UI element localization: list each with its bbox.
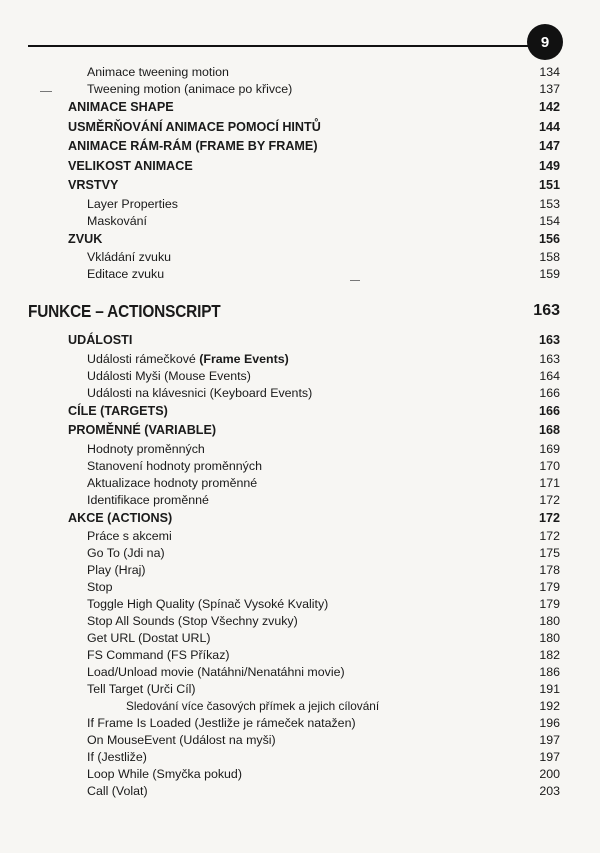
table-of-contents [0,64,600,800]
toc-entry-title-text: PROMĚNNÉ (VARIABLE) [68,423,217,437]
toc-entry-title [87,647,230,664]
toc-entry-title-text: VRSTVY [68,178,119,192]
toc-entry-page: 163 [539,351,560,366]
toc-entry-title [87,732,276,749]
toc-entry [0,351,600,368]
toc-entry [0,562,600,579]
toc-entry [0,266,600,283]
toc-entry [0,681,600,698]
toc-entry-title-text: If (Jestliže) [87,750,147,764]
toc-entry-page: 178 [539,563,560,577]
toc-entry [0,698,600,715]
toc-entry-title [87,562,146,579]
toc-entry-title-text: ANIMACE RÁM-RÁM (FRAME BY FRAME) [68,139,318,153]
toc-entry [0,766,600,783]
toc-entry-title [68,421,216,441]
toc-entry-title-text: Layer Properties [87,196,178,211]
toc-entry-title [87,766,242,783]
toc-entry [0,441,600,458]
toc-entry-title-text: CÍLE (TARGETS) [68,403,168,418]
toc-entry-title-text: On MouseEvent (Událost na myši) [87,733,276,747]
toc-entry-title [87,213,147,230]
toc-entry-page: 147 [538,139,560,153]
toc-section [0,98,600,118]
toc-entry-title [87,64,229,81]
toc-entry-page: 175 [539,546,560,560]
toc-entry-title [87,528,172,545]
toc-entry-title-text: Identifikace proměnné [87,492,209,507]
page-number: 9 [540,33,550,51]
toc-entry [0,749,600,766]
toc-entry-title-text: ZVUK [68,231,103,246]
toc-entry-title-text: Stop [87,580,113,594]
toc-chapter [0,287,600,327]
toc-entry [0,368,600,385]
toc-entry-page: 196 [539,716,560,730]
toc-entry-title [68,137,318,157]
toc-entry-page: 192 [539,699,560,713]
toc-entry [0,64,600,81]
toc-entry-title [87,492,209,509]
toc-entry-title-text: Stanovení hodnoty proměnných [87,458,262,473]
toc-entry-title-text: Get URL (Dostat URL) [87,631,211,645]
toc-entry-page: 154 [539,213,560,228]
toc-entry-title [68,157,193,177]
toc-entry-title [87,351,289,368]
toc-entry-title [87,266,164,283]
toc-entry [0,249,600,266]
toc-entry-page: 134 [539,65,560,79]
toc-entry-title-text: Toggle High Quality (Spínač Vysoké Kvality) [87,597,329,611]
toc-entry-title-text: Loop While (Smyčka pokud) [87,767,242,781]
toc-entry [0,458,600,475]
toc-entry-page: 168 [538,423,560,437]
toc-entry-page: 191 [539,682,560,696]
toc-entry-page: 186 [539,665,560,679]
toc-entry-title [87,715,356,732]
toc-entry-page: 171 [539,475,560,490]
toc-entry-page: 179 [539,580,560,594]
toc-entry-title [126,698,379,715]
toc-entry-title [68,402,168,422]
toc-entry-page: 159 [539,267,560,281]
toc-entry-page: 169 [539,441,560,456]
toc-entry-title [87,749,147,766]
toc-entry-title [68,176,118,196]
toc-entry-page: 197 [539,750,560,764]
toc-entry-page: 203 [539,784,560,798]
toc-entry-title [87,630,210,647]
toc-entry [0,492,600,509]
toc-entry-title [87,664,345,681]
toc-entry-title-text: Animace tweening motion [87,65,229,79]
toc-entry [0,528,600,545]
toc-entry [0,613,600,630]
toc-entry-title-text: AKCE (ACTIONS) [68,510,173,525]
toc-entry-page: 172 [539,529,560,543]
toc-section [0,230,600,250]
toc-entry-page: 197 [539,733,560,747]
toc-entry-title-text: Editace zvuku [87,267,165,281]
toc-entry [0,647,600,664]
toc-entry-title [87,81,292,98]
toc-entry-title [87,579,113,596]
toc-entry-page: 137 [539,82,560,96]
toc-entry-title [68,509,172,529]
toc-entry-title [87,249,171,266]
toc-entry-title-text: USMĚRŇOVÁNÍ ANIMACE POMOCÍ HINTŮ [68,119,321,134]
toc-entry-page: 158 [539,250,560,264]
toc-entry-title [87,458,262,475]
toc-entry-page: 142 [538,100,560,114]
toc-entry [0,664,600,681]
toc-entry-title [68,230,102,250]
toc-entry-title-text: Události Myši (Mouse Events) [87,368,251,383]
toc-entry-title [87,385,312,402]
toc-entry-title-text: Události na klávesnici (Keyboard Events) [87,385,313,400]
toc-entry-title [87,196,178,213]
toc-entry-title-bold: (Frame Events) [195,351,289,366]
toc-section [0,331,600,351]
toc-entry-title-text: Práce s akcemi [87,529,172,543]
toc-entry [0,732,600,749]
toc-entry-title-text: Go To (Jdi na) [87,546,165,560]
toc-entry [0,715,600,732]
toc-entry [0,630,600,647]
toc-entry-page: 163 [533,302,560,319]
toc-entry-title-text: Maskování [87,213,147,228]
toc-entry-page: 151 [538,178,560,192]
toc-entry-page: 144 [538,119,560,134]
toc-entry-title-text: If Frame Is Loaded (Jestliže je rámeček natažen) [87,716,356,730]
toc-entry-title-text: VELIKOST ANIMACE [68,158,193,173]
toc-entry-title-text: UDÁLOSTI [68,333,133,347]
toc-section [0,157,600,177]
toc-entry-title-text: Sledování více časových přímek a jejich cílování [126,699,380,713]
toc-entry-title [87,441,205,458]
toc-entry-page: 180 [539,631,560,645]
toc-entry-title-text: Tell Target (Urči Cíl) [87,682,196,696]
toc-entry-page: 164 [539,368,560,383]
toc-entry [0,81,600,98]
toc-entry-page: 170 [539,458,560,473]
toc-section [0,176,600,196]
toc-entry-title-text: FUNKCE – ACTIONSCRIPT [28,301,221,321]
toc-section [0,137,600,157]
toc-section [0,509,600,529]
toc-entry-title [68,331,132,351]
toc-entry-title-text: ANIMACE SHAPE [68,100,174,114]
toc-section [0,421,600,441]
toc-entry-title [87,613,298,630]
toc-entry [0,783,600,800]
toc-entry [0,545,600,562]
toc-entry [0,213,600,230]
toc-entry-title-text: Vkládání zvuku [87,250,172,264]
toc-entry-title-text: Tweening motion (animace po křivce) [87,82,293,96]
toc-entry-title-text: Load/Unload movie (Natáhni/Nenatáhni movie) [87,665,345,679]
toc-entry-title [87,783,148,800]
toc-entry-title [87,596,328,613]
toc-entry-page: 166 [538,403,560,418]
toc-entry-title-text: FS Command (FS Příkaz) [87,648,230,662]
header-rule [28,45,528,47]
toc-entry-title [68,118,321,138]
toc-entry-title [87,545,165,562]
toc-entry [0,475,600,492]
toc-entry [0,385,600,402]
toc-entry-title-text: Call (Volat) [87,784,148,798]
toc-entry-page: 172 [538,510,560,525]
toc-entry-page: 153 [539,196,560,211]
toc-entry-title-text: Stop All Sounds (Stop Všechny zvuky) [87,614,298,628]
toc-entry-title-text: Události rámečkové [87,351,196,366]
toc-entry [0,579,600,596]
toc-entry [0,196,600,213]
toc-section [0,118,600,138]
toc-entry-title [87,368,251,385]
toc-entry-title [87,475,257,492]
toc-entry-title [68,98,174,118]
toc-entry-page: 182 [539,648,560,662]
toc-entry-title [28,300,221,322]
toc-entry-page: 172 [539,492,560,507]
toc-entry-page: 163 [538,333,560,347]
toc-entry-page: 180 [539,614,560,628]
toc-entry-page: 156 [538,231,560,246]
toc-entry [0,596,600,613]
toc-entry-title [87,681,196,698]
page-number-badge [527,24,563,60]
toc-entry-page: 149 [538,158,560,173]
toc-entry-page: 179 [539,597,560,611]
toc-entry-title-text: Aktualizace hodnoty proměnné [87,475,258,490]
toc-section [0,402,600,422]
toc-entry-title-text: Hodnoty proměnných [87,441,205,456]
toc-entry-page: 166 [539,385,560,400]
toc-entry-title-text: Play (Hraj) [87,563,146,577]
toc-entry-page: 200 [539,767,560,781]
